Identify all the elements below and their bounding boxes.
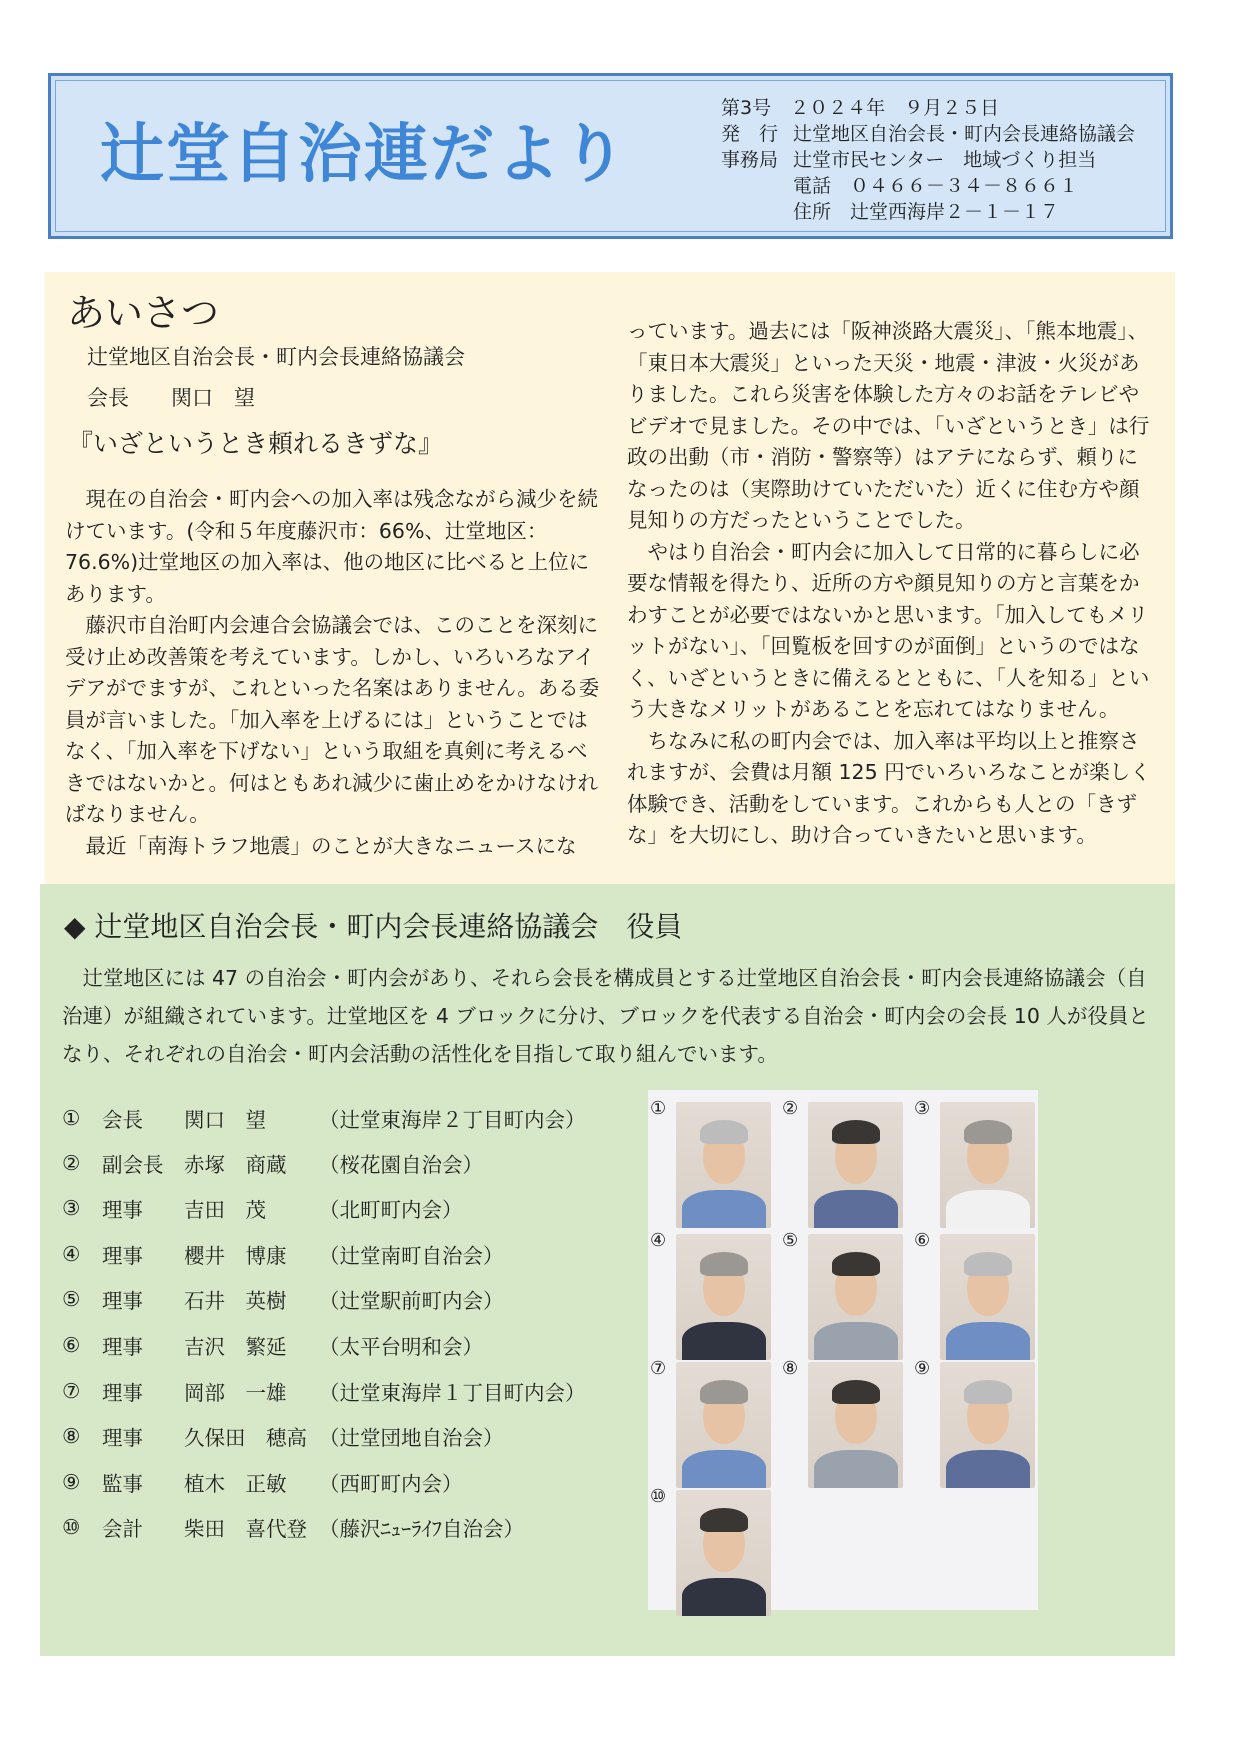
portrait-hair: [832, 1120, 880, 1144]
photo-slot: [650, 1358, 772, 1490]
info-row: [721, 147, 1135, 173]
officer-name: 赤塚 商蔵: [184, 1153, 287, 1177]
officer-photo: [676, 1234, 771, 1360]
officer-name: 柴田 喜代登: [184, 1517, 307, 1541]
photo-slot: [782, 1098, 904, 1230]
officer-group: （北町町内会）: [319, 1198, 463, 1222]
info-value: 電話 ０４６６－３４－８６６１: [793, 175, 1079, 197]
officer-group: （藤沢ﾆｭｰﾗｲﾌ自治会）: [319, 1517, 524, 1541]
portrait-shirt: [682, 1450, 766, 1488]
officer-name: 櫻井 博康: [184, 1244, 287, 1268]
list-item: [62, 1422, 504, 1450]
officers-intro: [62, 959, 1157, 1073]
portrait-shirt: [682, 1190, 766, 1228]
paragraph: ちなみに私の町内会では、加入率は平均以上と推察されますが、会費は月額 125 円でいろいろなことが楽しく体験でき、活動をしています。これからも人との「きずな」を大切にし、助け合っていきたいと思います。: [627, 728, 1151, 847]
greeting-column-right: [627, 316, 1155, 852]
officer-number: ⑨: [62, 1470, 81, 1494]
info-value: 辻堂地区自治会長・町内会長連絡協議会: [793, 123, 1136, 145]
greeting-heading: あいさつ: [67, 291, 220, 335]
info-value: 辻堂市民センター 地域づくり担当: [793, 149, 1097, 171]
officer-role: 監事: [102, 1472, 143, 1496]
portrait-hair: [964, 1380, 1012, 1404]
photo-number: ①: [650, 1098, 667, 1119]
photo-number: ⑥: [914, 1230, 931, 1251]
officer-role: 理事: [102, 1198, 143, 1222]
photo-slot: [650, 1098, 772, 1230]
paragraph: 藤沢市自治町内会連合会協議会では、このことを深刻に受け止め改善策を考えています。しかし、いろいろなアイデアがでますが、これといった名案はありません。ある委員が言いました。「加入率を上げるには」ということではなく、「加入率を下げない」という取組を真剣に考えるべきではないかと。何はともあれ減少に歯止めをかけなければなりません。: [65, 613, 600, 826]
officer-name: 吉沢 繁延: [184, 1335, 287, 1359]
portrait-hair: [964, 1120, 1012, 1144]
photo-slot: [650, 1230, 772, 1362]
officer-number: ⑥: [62, 1333, 81, 1357]
info-label: [721, 173, 793, 199]
list-item: [62, 1285, 504, 1313]
photo-number: ⑤: [782, 1230, 799, 1251]
officer-group: （太平台明和会）: [319, 1335, 483, 1359]
officer-number: ⑦: [62, 1379, 81, 1403]
photo-slot: [782, 1358, 904, 1490]
officer-role: 副会長: [102, 1153, 164, 1177]
paragraph: やはり自治会・町内会に加入して日常的に暮らしに必要な情報を得たり、近所の方や顔見知りの方と言葉をかわすことが必要ではないかと思います。「加入してもメリットがない」、「回覧板を回すのが面倒」というのではなく、いざというときに備えるとともに、「人を知る」という大きなメリットがあることを忘れてはなりません。: [627, 539, 1150, 721]
portrait-shirt: [682, 1322, 766, 1360]
officer-photo: [676, 1102, 771, 1228]
newsletter-title: 辻堂自治連だより: [100, 118, 628, 192]
list-item: [62, 1149, 483, 1177]
officer-name: 関口 望: [184, 1108, 266, 1132]
info-label: 事務局: [721, 149, 779, 171]
photo-number: ⑨: [914, 1358, 931, 1379]
photo-number: ⑧: [782, 1358, 799, 1379]
officer-photo-grid: [648, 1090, 1038, 1610]
list-item: [62, 1194, 463, 1222]
info-label: 発 行: [721, 123, 779, 145]
portrait-hair: [700, 1508, 748, 1532]
portrait-hair: [832, 1380, 880, 1404]
info-label: [721, 199, 793, 225]
portrait-shirt: [814, 1322, 898, 1360]
officer-role: 理事: [102, 1426, 143, 1450]
greeting-column-left: [65, 484, 605, 862]
portrait-hair: [700, 1380, 748, 1404]
greeting-org: 辻堂地区自治会長・町内会長連絡協議会: [87, 345, 465, 369]
officer-photo: [808, 1362, 903, 1488]
officer-photo: [940, 1362, 1035, 1488]
greeting-author: 会長 関口 望: [87, 386, 255, 410]
greeting-section: [45, 272, 1175, 884]
info-row: [721, 199, 1135, 225]
masthead: [48, 73, 1173, 239]
officer-role: 理事: [102, 1244, 143, 1268]
officer-photo: [676, 1490, 771, 1616]
portrait-hair: [700, 1252, 748, 1276]
list-item: [62, 1104, 586, 1132]
photo-slot: [914, 1098, 1036, 1230]
paragraph: 現在の自治会・町内会への加入率は残念ながら減少を続けています。(令和５年度藤沢市：66%、辻堂地区：76.6%)辻堂地区の加入率は、他の地区に比べると上位にあります。: [65, 487, 598, 606]
paragraph: っています。過去には「阪神淡路大震災」、「熊本地震」、「東日本大震災」といった天災・地震・津波・火災がありました。これら災害を体験した方々のお話をテレビやビデオで見ました。その中では、「いざというとき」は行政の出動（市・消防・警察等）はアテにならず、頼りになったのは（実際助けていただいた）近くに住む方や顔見知りの方だったということでした。: [627, 319, 1150, 532]
issue-date: 第3号 ２０２４年 ９月２５日: [721, 97, 1000, 119]
officer-name: 植木 正敏: [184, 1472, 287, 1496]
officer-photo: [808, 1234, 903, 1360]
officer-group: （辻堂東海岸２丁目町内会）: [319, 1108, 586, 1132]
portrait-shirt: [814, 1190, 898, 1228]
officer-name: 吉田 茂: [184, 1198, 266, 1222]
officer-name: 岡部 一雄: [184, 1381, 287, 1405]
officer-number: ⑧: [62, 1424, 81, 1448]
list-item: [62, 1513, 524, 1541]
photo-slot: [782, 1230, 904, 1362]
officer-role: 理事: [102, 1335, 143, 1359]
masthead-panel: [55, 80, 1166, 232]
list-item: [62, 1377, 586, 1405]
officer-group: （辻堂南町自治会）: [319, 1244, 504, 1268]
paragraph: 最近「南海トラフ地震」のことが大きなニュースにな: [65, 833, 577, 858]
officer-group: （辻堂東海岸１丁目町内会）: [319, 1381, 586, 1405]
officer-role: 会長: [102, 1108, 143, 1132]
officer-number: ⑩: [62, 1515, 81, 1539]
officer-group: （辻堂駅前町内会）: [319, 1289, 504, 1313]
officer-group: （桜花園自治会）: [319, 1153, 483, 1177]
info-row: [721, 121, 1135, 147]
officer-number: ②: [62, 1151, 81, 1175]
list-item: [62, 1240, 504, 1268]
officer-photo: [808, 1102, 903, 1228]
photo-number: ⑩: [650, 1486, 667, 1507]
portrait-hair: [832, 1252, 880, 1276]
issue-line: [721, 95, 1135, 121]
greeting-slogan: 『いざというとき頼れるきずな』: [68, 429, 444, 458]
officer-name: 石井 英樹: [184, 1289, 287, 1313]
officer-group: （西町町内会）: [319, 1472, 463, 1496]
photo-number: ②: [782, 1098, 799, 1119]
portrait-hair: [964, 1252, 1012, 1276]
info-value: 住所 辻堂西海岸２－１－１７: [793, 201, 1060, 223]
intro-text: 辻堂地区には 47 の自治会・町内会があり、それら会長を構成員とする辻堂地区自治会長・町内会長連絡協議会（自治連）が組織されています。辻堂地区を 4 ブロックに分け、ブロックを代表する自治会・町内会の会長 10 人が役員となり、それぞれの自治会・町内会活動の活性化を目指して取り組んでいます。: [62, 966, 1149, 1066]
info-row: [721, 173, 1135, 199]
officer-name: 久保田 穂高: [184, 1426, 307, 1450]
officer-role: 会計: [102, 1517, 143, 1541]
photo-slot: [914, 1230, 1036, 1362]
photo-slot: [914, 1358, 1036, 1490]
officer-number: ①: [62, 1106, 81, 1130]
officer-number: ④: [62, 1242, 81, 1266]
officer-role: 理事: [102, 1381, 143, 1405]
list-item: [62, 1331, 483, 1359]
list-item: [62, 1468, 463, 1496]
officer-photo: [676, 1362, 771, 1488]
officers-heading: ◆ 辻堂地区自治会長・町内会長連絡協議会 役員: [64, 910, 683, 943]
portrait-shirt: [946, 1450, 1030, 1488]
portrait-shirt: [946, 1322, 1030, 1360]
photo-number: ⑦: [650, 1358, 667, 1379]
officer-number: ③: [62, 1196, 81, 1220]
portrait-shirt: [946, 1190, 1030, 1228]
publication-info: [721, 95, 1135, 225]
portrait-shirt: [814, 1450, 898, 1488]
photo-slot: [650, 1486, 772, 1618]
photo-number: ③: [914, 1098, 931, 1119]
officer-photo: [940, 1102, 1035, 1228]
officer-group: （辻堂団地自治会）: [319, 1426, 504, 1450]
officer-role: 理事: [102, 1289, 143, 1313]
portrait-hair: [700, 1120, 748, 1144]
photo-number: ④: [650, 1230, 667, 1251]
officer-photo: [940, 1234, 1035, 1360]
officer-number: ⑤: [62, 1287, 81, 1311]
portrait-shirt: [682, 1578, 766, 1616]
